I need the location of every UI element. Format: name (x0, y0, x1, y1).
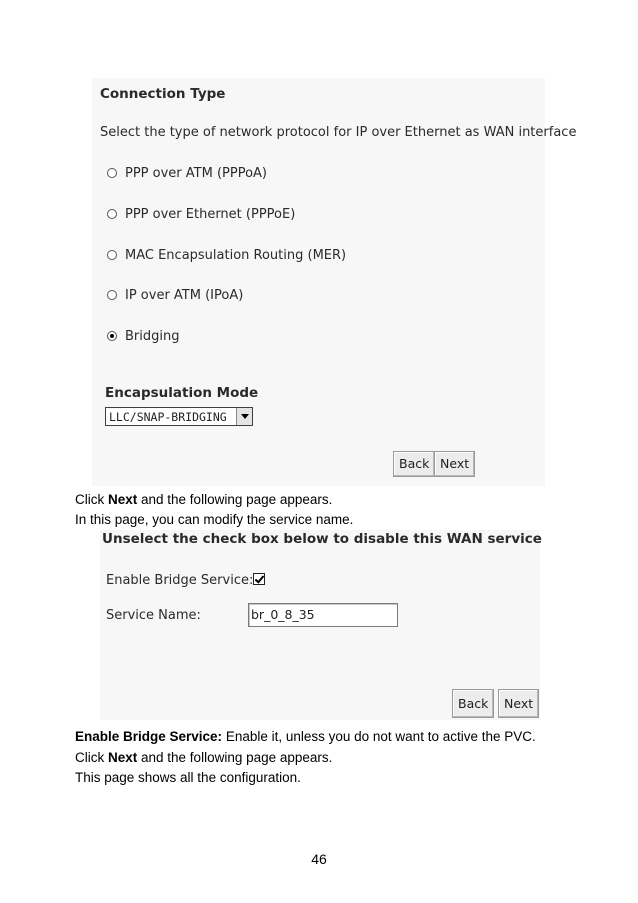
radio-label: PPP over ATM (PPPoA) (125, 166, 267, 181)
radio-button[interactable] (107, 168, 117, 178)
radio-label: PPP over Ethernet (PPPoE) (125, 207, 296, 222)
instruction-line-3 (75, 750, 332, 765)
field-description (75, 729, 536, 744)
connection-type-panel (92, 78, 577, 486)
text: and the following page appears. (137, 492, 333, 507)
radio-label: IP over ATM (IPoA) (125, 288, 244, 303)
page-number: 46 (311, 851, 327, 867)
radio-button[interactable] (107, 209, 117, 219)
next-button[interactable]: Next (434, 451, 475, 477)
bold-text: Enable Bridge Service: (75, 729, 223, 744)
radio-button[interactable] (107, 290, 117, 300)
radio-label: Bridging (125, 329, 180, 344)
bold-text: Next (108, 492, 138, 507)
text: Click (75, 492, 108, 507)
radio-button-selected[interactable] (107, 331, 117, 341)
wan-service-title: Unselect the check box below to disable this WAN service (102, 531, 542, 547)
enable-bridge-label: Enable Bridge Service: (106, 573, 254, 588)
instruction-line (75, 492, 332, 507)
select-value: LLC/SNAP-BRIDGING (109, 410, 227, 424)
radio-button[interactable] (107, 250, 117, 260)
enable-bridge-checkbox[interactable] (253, 573, 265, 585)
connection-type-description: Select the type of network protocol for IP over Ethernet as WAN interface (100, 125, 577, 140)
encapsulation-mode-title: Encapsulation Mode (105, 385, 259, 401)
chevron-down-icon[interactable] (236, 408, 252, 425)
text: and the following page appears. (137, 750, 333, 765)
wan-service-panel (100, 530, 540, 720)
service-name-input[interactable]: br_0_8_35 (248, 603, 398, 627)
instruction-line-4: This page shows all the configuration. (75, 770, 301, 785)
service-name-label: Service Name: (106, 608, 201, 623)
instruction-line-2: In this page, you can modify the service name. (75, 512, 354, 527)
back-button[interactable]: Back (452, 689, 494, 718)
encapsulation-mode-select[interactable] (105, 407, 253, 426)
text: Enable it, unless you do not want to active the PVC. (222, 729, 536, 744)
connection-type-title: Connection Type (100, 86, 226, 102)
radio-label: MAC Encapsulation Routing (MER) (125, 248, 347, 263)
bold-text: Next (108, 750, 138, 765)
next-button[interactable]: Next (498, 689, 539, 718)
back-button[interactable]: Back (393, 451, 435, 477)
text: Click (75, 750, 108, 765)
